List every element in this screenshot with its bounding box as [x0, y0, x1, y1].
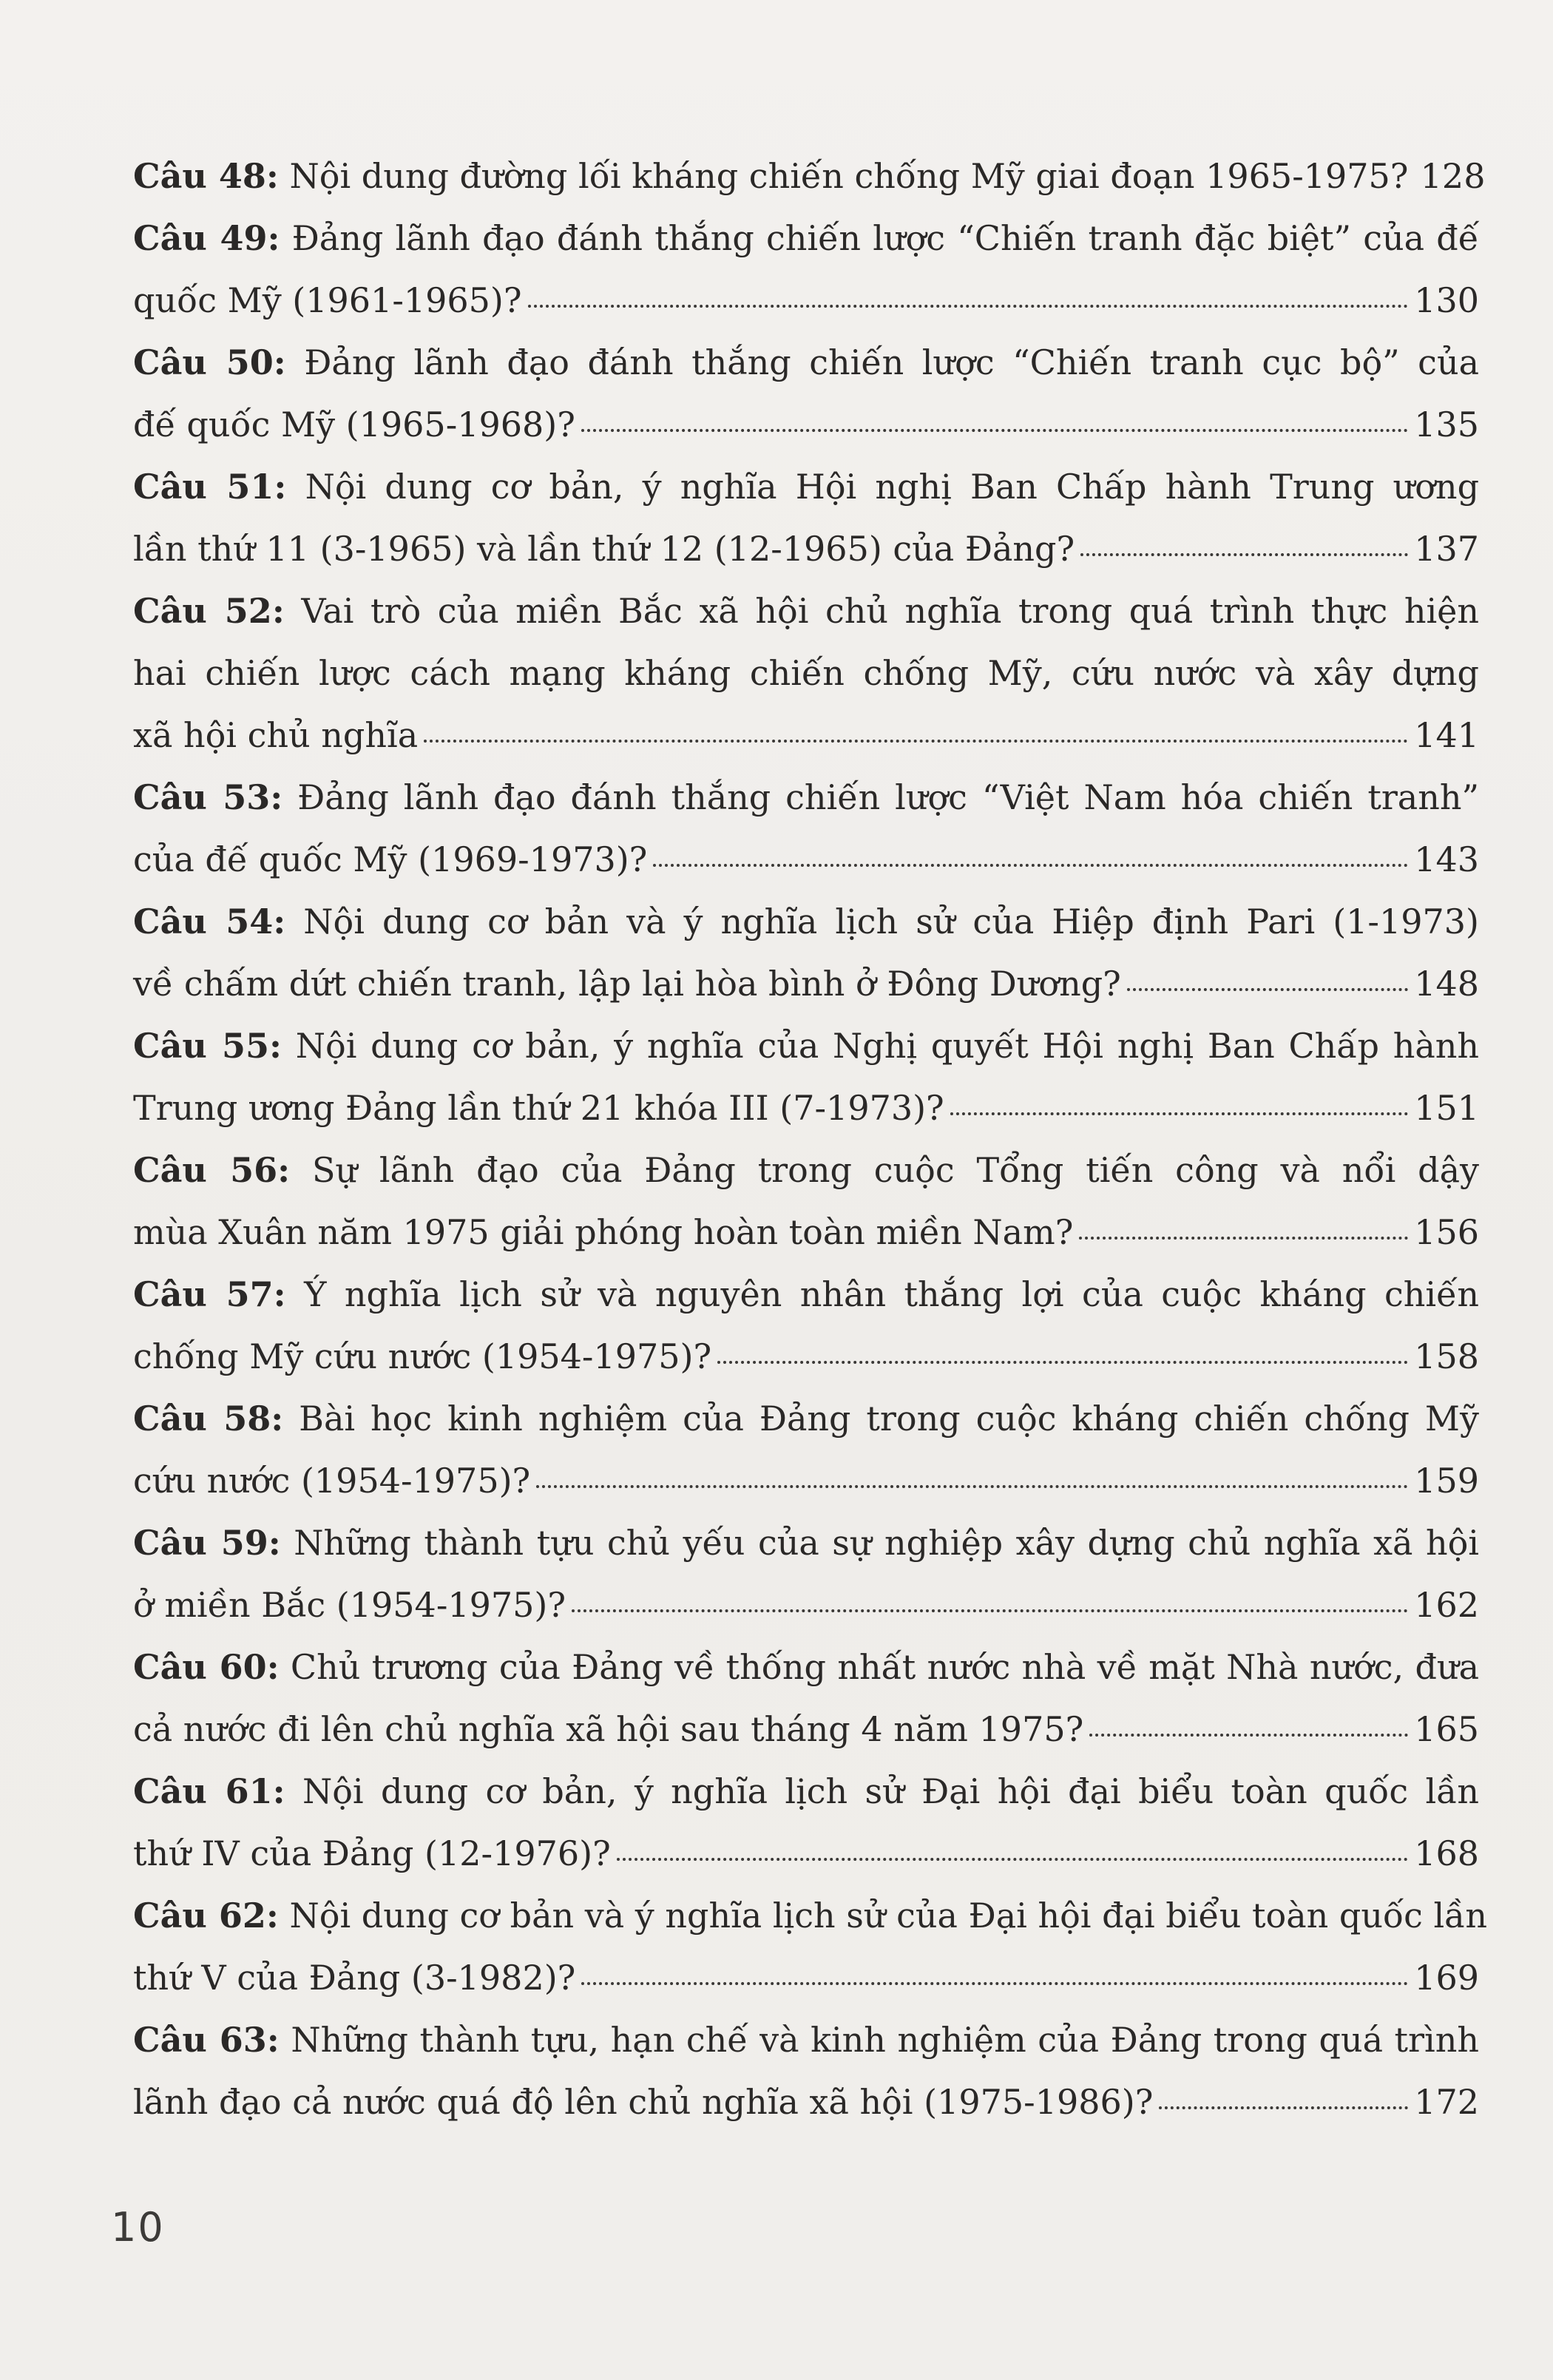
toc-entry-label: Câu 53:	[133, 777, 283, 817]
dot-leader	[581, 1975, 1408, 1985]
toc-entry-last-line	[133, 518, 1479, 580]
toc-entry-line	[133, 1636, 1479, 1698]
toc-entry-line	[133, 766, 1479, 828]
dot-leader	[1079, 1229, 1408, 1240]
toc-entry-line	[133, 1884, 1487, 1947]
toc-page-number: 135	[1414, 405, 1479, 444]
toc-entry-text: Đảng lãnh đạo đánh thắng chiến lược “Việt Nam hóa chiến tranh”	[282, 777, 1479, 817]
toc-entry-text: Nội dung cơ bản và ý nghĩa lịch sử của Đại hội đại biểu toàn quốc lần	[278, 1896, 1487, 1936]
toc-page-number: 148	[1414, 964, 1479, 1004]
toc-entry-label: Câu 58:	[133, 1399, 284, 1439]
toc-entry	[133, 1760, 1479, 1884]
toc-entry-text-wrap	[133, 393, 575, 456]
dot-leader	[617, 1850, 1408, 1861]
toc-entry-text: Ý nghĩa lịch sử và nguyên nhân thắng lợi của cuộc kháng chiến	[285, 1274, 1479, 1314]
toc-page-number: 158	[1414, 1336, 1479, 1376]
toc-entry-text: về chấm dứt chiến tranh, lập lại hòa bình ở Đông Dương?	[133, 964, 1121, 1004]
toc-entry-line	[133, 580, 1479, 642]
toc-entry	[133, 1015, 1479, 1139]
toc-entry-text: Nội dung đường lối kháng chiến chống Mỹ giai đoạn 1965-1975?	[278, 156, 1409, 196]
toc-entry-text-wrap	[133, 1698, 1083, 1760]
toc-entry-text: Nội dung cơ bản, ý nghĩa của Nghị quyết Hội nghị Ban Chấp hành	[282, 1026, 1480, 1066]
dot-leader	[424, 732, 1408, 743]
toc-entry-line	[133, 642, 1479, 704]
toc-entry-text: mùa Xuân năm 1975 giải phóng hoàn toàn miền Nam?	[133, 1212, 1074, 1252]
toc-entry-text: Nội dung cơ bản và ý nghĩa lịch sử của Hiệp định Pari (1-1973)	[285, 902, 1479, 941]
toc-entry-text: Vai trò của miền Bắc xã hội chủ nghĩa trong quá trình thực hiện	[284, 591, 1480, 631]
toc-entry-last-line	[133, 1450, 1479, 1512]
toc-entry-text: hai chiến lược cách mạng kháng chiến chống Mỹ, cứu nước và xây dựng	[133, 653, 1479, 693]
toc-entry	[133, 1884, 1487, 2009]
toc-entry-label: Câu 60:	[133, 1647, 280, 1687]
toc-entry	[133, 207, 1479, 331]
toc-entry-line	[133, 890, 1479, 953]
toc-entry-line	[133, 331, 1479, 393]
toc-entry-text: của đế quốc Mỹ (1969-1973)?	[133, 839, 648, 879]
toc-entry-last-line	[133, 1325, 1479, 1387]
toc-entry-text: thứ V của Đảng (3-1982)?	[133, 1958, 576, 1998]
dot-leader	[1127, 981, 1408, 991]
toc-page-number: 143	[1414, 839, 1479, 879]
toc-entry-label: Câu 49:	[133, 218, 280, 258]
toc-entry-text: xã hội chủ nghĩa	[133, 715, 419, 755]
toc-entry	[133, 1387, 1479, 1512]
toc-entry-text-wrap	[133, 269, 522, 331]
toc-entry	[133, 2009, 1479, 2133]
toc-entry-text: Đảng lãnh đạo đánh thắng chiến lược “Chiến tranh đặc biệt” của đế	[280, 218, 1479, 258]
toc-page-number: 151	[1414, 1088, 1479, 1128]
toc-entry-last-line	[133, 1947, 1479, 2009]
toc-entry-text-wrap	[133, 1822, 611, 1884]
toc-entry-last-line	[133, 1201, 1479, 1263]
toc-entry-text: ở miền Bắc (1954-1975)?	[133, 1585, 566, 1625]
toc-entry-label: Câu 57:	[133, 1274, 286, 1314]
toc-entry-text: Sự lãnh đạo của Đảng trong cuộc Tổng tiến công và nổi dậy	[290, 1150, 1479, 1190]
toc-entry-text: cả nước đi lên chủ nghĩa xã hội sau tháng 4 năm 1975?	[133, 1709, 1084, 1749]
toc-entry-text-wrap	[133, 1201, 1073, 1263]
dot-leader	[1089, 1726, 1408, 1737]
toc-entry-text-wrap	[133, 1947, 575, 2009]
toc-entry-text: Bài học kinh nghiệm của Đảng trong cuộc kháng chiến chống Mỹ	[283, 1399, 1479, 1439]
dot-leader	[653, 856, 1408, 867]
toc-entry-text: cứu nước (1954-1975)?	[133, 1461, 531, 1501]
toc-entry-line	[133, 456, 1479, 518]
toc-entry-label: Câu 52:	[133, 591, 285, 631]
toc-entry-last-line	[133, 1077, 1479, 1139]
dot-leader	[528, 297, 1408, 308]
dot-leader	[717, 1353, 1408, 1364]
toc-entry	[133, 145, 1486, 207]
toc-entry-label: Câu 54:	[133, 902, 286, 941]
toc-page-number: 169	[1414, 1958, 1479, 1998]
toc-entry-text-wrap	[133, 704, 418, 766]
toc-entry-last-line	[133, 1822, 1479, 1884]
toc-entry	[133, 456, 1479, 580]
toc-page-number: 159	[1414, 1461, 1479, 1501]
dot-leader	[1159, 2099, 1408, 2109]
toc-entry-text: quốc Mỹ (1961-1965)?	[133, 280, 522, 320]
toc-entry	[133, 1263, 1479, 1387]
toc-entry	[133, 1139, 1479, 1263]
toc-entry-last-line	[133, 269, 1479, 331]
page-number: 10	[111, 2204, 165, 2251]
toc-entry-label: Câu 56:	[133, 1150, 291, 1190]
toc-entry-last-line	[133, 953, 1479, 1015]
toc-entry-text-wrap	[133, 1574, 566, 1636]
toc-entry-line	[133, 1263, 1479, 1325]
toc-entry-label: Câu 62:	[133, 1896, 279, 1936]
toc-entry	[133, 580, 1479, 766]
toc-entry-line	[133, 1015, 1479, 1077]
toc-entry-text-wrap	[133, 828, 647, 890]
toc-entry-text: Nội dung cơ bản, ý nghĩa lịch sử Đại hội đại biểu toàn quốc lần	[285, 1771, 1480, 1811]
dot-leader	[950, 1105, 1408, 1115]
toc-page-number: 156	[1414, 1212, 1479, 1252]
toc-entry	[133, 1636, 1479, 1760]
toc-entry-line	[133, 1139, 1479, 1201]
dot-leader	[581, 422, 1408, 432]
toc-entry-label: Câu 61:	[133, 1771, 285, 1811]
toc-page-number: 162	[1414, 1585, 1479, 1625]
toc-entry-line	[133, 207, 1479, 269]
toc-entry-text: Những thành tựu chủ yếu của sự nghiệp xây dựng chủ nghĩa xã hội	[280, 1523, 1479, 1563]
toc-entry-text: lần thứ 11 (3-1965) và lần thứ 12 (12-1965) của Đảng?	[133, 529, 1075, 569]
toc-page-number: 165	[1414, 1709, 1479, 1749]
toc-entry-last-line	[133, 393, 1479, 456]
toc-entry-label: Câu 51:	[133, 467, 287, 507]
toc-entry-text: Những thành tựu, hạn chế và kinh nghiệm của Đảng trong quá trình	[279, 2020, 1480, 2060]
dot-leader	[1080, 546, 1408, 556]
toc-page-number: 141	[1414, 715, 1479, 755]
toc-entry	[133, 890, 1479, 1015]
toc-entry-text: Chủ trương của Đảng về thống nhất nước nhà về mặt Nhà nước, đưa	[279, 1647, 1479, 1687]
toc-entry-text: đế quốc Mỹ (1965-1968)?	[133, 405, 575, 444]
toc-entry-line	[133, 2009, 1479, 2071]
toc-entry	[133, 766, 1479, 890]
toc-entry-label: Câu 48:	[133, 156, 279, 196]
dot-leader	[536, 1478, 1408, 1488]
toc-entry-line	[133, 1387, 1479, 1450]
toc-entry-label: Câu 59:	[133, 1523, 281, 1563]
toc-page-number: 130	[1414, 280, 1479, 320]
toc-entry-text-wrap	[133, 2071, 1153, 2133]
toc-entry	[133, 331, 1479, 456]
toc-entry-text: chống Mỹ cứu nước (1954-1975)?	[133, 1336, 712, 1376]
toc-entry-text-wrap	[133, 145, 1408, 207]
toc-entry-last-line	[133, 145, 1486, 207]
toc-entry-text-wrap	[133, 1077, 944, 1139]
toc-entry-label: Câu 55:	[133, 1026, 282, 1066]
toc-entry	[133, 1512, 1479, 1636]
toc-entry-label: Câu 50:	[133, 342, 286, 382]
toc-entry-label: Câu 63:	[133, 2020, 280, 2060]
table-of-contents	[133, 145, 1487, 2133]
toc-entry-text-wrap	[133, 1450, 530, 1512]
toc-entry-text-wrap	[133, 1325, 711, 1387]
toc-entry-last-line	[133, 828, 1479, 890]
toc-page-number: 172	[1414, 2082, 1479, 2122]
toc-entry-text-wrap	[133, 518, 1075, 580]
toc-entry-text: lãnh đạo cả nước quá độ lên chủ nghĩa xã hội (1975-1986)?	[133, 2082, 1154, 2122]
toc-entry-text: Nội dung cơ bản, ý nghĩa Hội nghị Ban Chấp hành Trung ương	[286, 467, 1480, 507]
dot-leader	[572, 1602, 1408, 1612]
toc-entry-last-line	[133, 1698, 1479, 1760]
toc-entry-text: thứ IV của Đảng (12-1976)?	[133, 1833, 611, 1873]
toc-entry-text-wrap	[133, 953, 1121, 1015]
toc-entry-line	[133, 1760, 1479, 1822]
toc-page-number: 137	[1414, 529, 1479, 569]
toc-entry-last-line	[133, 704, 1479, 766]
toc-entry-last-line	[133, 2071, 1479, 2133]
toc-entry-text: Đảng lãnh đạo đánh thắng chiến lược “Chiến tranh cục bộ” của	[285, 342, 1479, 382]
toc-page-number: 168	[1414, 1833, 1479, 1873]
toc-entry-text: Trung ương Đảng lần thứ 21 khóa III (7-1973)?	[133, 1088, 944, 1128]
toc-page-number: 128	[1420, 156, 1486, 196]
toc-entry-last-line	[133, 1574, 1479, 1636]
toc-entry-line	[133, 1512, 1479, 1574]
